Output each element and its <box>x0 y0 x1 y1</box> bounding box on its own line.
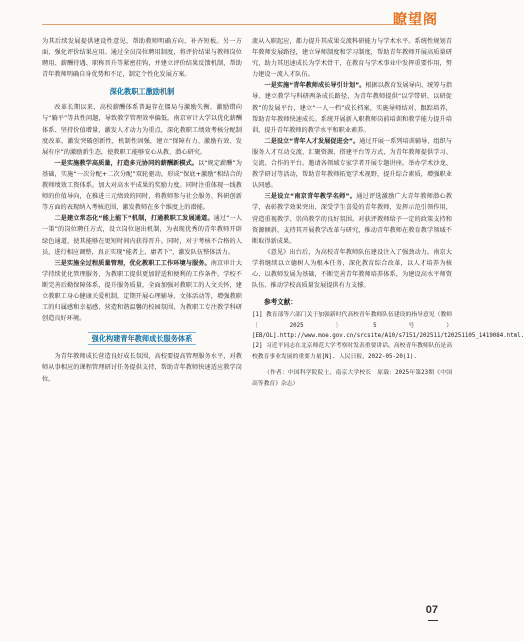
page-number: 07 <box>425 604 438 616</box>
paragraph-lead: 三是实施全过程质量管理，优化教职工工作环境与服务。 <box>54 259 211 267</box>
column-title: 瞭望阁 <box>393 12 438 28</box>
author-note: （作者：中国科学院院士、南京大学校长 原载：2025年第23期《中国高等教育》杂志） <box>252 370 452 387</box>
paragraph: 改革长期以来，高校薪酬体系普遍存在僵局与激励失衡、激励错向与“躺平”等共性问题，导致教学管理效率偏低。南京审计大学以优化薪酬体系、坚持价值增量、激发人才动力为重点，深化教职工绩效考核分配制度改革，激发突破创新性，机制性固强，建立“保障有力、激励有效、发展有序”的激励新生态，使教职工能够安心从教、潜心研究。 <box>42 104 242 156</box>
reference-item: [2] 习近平同志在北京师范大学考察时发表重要讲话。高校青年教师队伍是高校教育事业发展的重要力量[N]. 人民日报，2022-05-20(1). <box>252 343 452 360</box>
paragraph-body: 通过开展一系列培训辅导、组织与服务人才互动交流、汇聚资源、搭建平台等方式，为青年教师提供学习、交流、合作的平台。邀请各领域专家学者开展专题讲座，举办学术沙龙、教学研讨等活动，帮助青年教师拓宽学术视野，提升综合素质，增强职业认同感。 <box>252 137 452 190</box>
left-column <box>42 36 242 385</box>
page-number-underline <box>428 620 438 621</box>
page-header <box>0 0 480 30</box>
paragraph <box>252 191 452 246</box>
paragraph-lead: 一是实施教学高质量，打造多元协同的薪酬新模式。 <box>54 159 199 167</box>
paragraph-body: 根据以教育发展导向、统筹与指导、建立教学与科研两条成长路径，为青年教师提供“以学带研、以研促教”的发展平台，建立“一人一档”成长档案，实施导师结对、跟踪培养，帮助青年教师快速成长。系统开展新入职教师岗前培训和教学能力提升培训，提升青年教师的教学水平和职业素养。 <box>252 82 452 134</box>
paragraph: 《意见》出台后，为高校青年教师队伍建设注入了强劲动力。南京大学将继续以立德树人为根本任务，深化教育综合改革，以人才培养为核心，以教师发展为基础，不断完善青年教师培养体系，为建设高水平师资队伍、推动学校高质量发展提供有力支撑。 <box>252 248 452 290</box>
right-column <box>252 36 524 389</box>
paragraph <box>252 80 452 135</box>
paragraph-lead: 三是设立“南京青年教学名师”。 <box>264 193 357 201</box>
section-heading-text: 强化构建青年教师成长服务体系 <box>88 332 197 345</box>
section-heading: 深化教职工激励机制 <box>109 87 175 97</box>
reference-item: [1] 教育部等六部门关于加强新时代高校青年教师队伍建设的指导意见（教师〔2025〕5号）[EB/OL].http://www.moe.gov.cn/srcsite/A10/s7151/202511/t20251105_1419084.html. <box>252 312 524 340</box>
paragraph <box>42 213 242 257</box>
header-rule <box>42 24 407 25</box>
paragraph-body: 通过评选激励广大青年教师潜心教学，表彰教学效果突出、深受学生喜爱的青年教师，发挥示范引领作用，营造重视教学、崇尚教学的良好氛围。对获评教师给予一定的政策支持和资源倾斜，支持其开展教学改革与研究，推动青年教师在教育教学领域不断取得新成果。 <box>252 193 453 245</box>
paragraph-lead: 一是实施“青年教师成长导引计划”。 <box>264 82 366 90</box>
paragraph <box>252 136 452 191</box>
paragraph <box>42 158 242 213</box>
paragraph: 为青年教师成长营造良好成长氛围，高校要提高管理服务水平，对教师从事相应的课程管理研讨任务提供支持，帮助青年教师快速适应教学岗位。 <box>42 353 242 383</box>
paragraph: 为其后续发展提供建设性意见，帮助教师明确方向、补齐短板。另一方面，强化评价结果应用。通过全员岗位聘用制度，将评价结果与教师岗位聘用、薪酬待遇、职称晋升等紧密挂钩，并建立评价结果反馈机制，帮助青年教师明确自身优势和不足，制定个性化发展方案。 <box>42 38 242 79</box>
paragraph-lead: 二是设立“青年人才发展促进会”。 <box>264 137 360 145</box>
paragraph-lead: 二是建立常态化“能上能下”机制，打通教职工发展通道。 <box>54 215 214 223</box>
paragraph <box>42 258 242 325</box>
paragraph-body: 通过“一人一策”的岗位聘任方式，设立岗位退出机制，为表现优秀的青年教师开辟绿色通道，使其能够在更短时间内获得晋升。同时，对于考核不合格的人员，进行相应调整，真正实现“能者上、庸者下”，激发队伍整体活力。 <box>42 215 242 256</box>
paragraph-body: 以“规定薪酬”为基础，实施“一次分配+二次分配”双轮驱动，形成“保底+激励”相结合的教师绩效工资体系，加大对高水平成果的奖励力度。同时注重体现一线教师的价值导向，在推进三元绩效的同时，将教师参与社会服务、科研创新等方面的表现纳入考核范围，激发教师在多个维度上的潜能。 <box>42 159 242 212</box>
paragraph-body: 南京审计大学持续优化管理服务，为教职工提供更加舒适和便利的工作条件。学校不断完善后勤保障体系，提升服务质量，全面加强对教职工的人文关怀，建立教职工身心健康关爱机制，定期开展心理辅导、文体活动等，增强教职工的归属感和幸福感，营造和谐温馨的校园氛围，为教职工专注教学科研创造良好环境。 <box>42 259 243 323</box>
references-heading: 参考文献： <box>264 298 297 307</box>
section-heading <box>42 332 242 345</box>
paragraph: 流从入职起应，都力提升其成果交流科研能力与学术水平。系统性规划青年教师发展路径，建立导师制度和学习制度，帮助青年教师开展高质量研究，助力其迅速成长为学术骨干，在教育与学术事业中发挥重要作用，努力建设一流人才队伍。 <box>252 38 452 79</box>
